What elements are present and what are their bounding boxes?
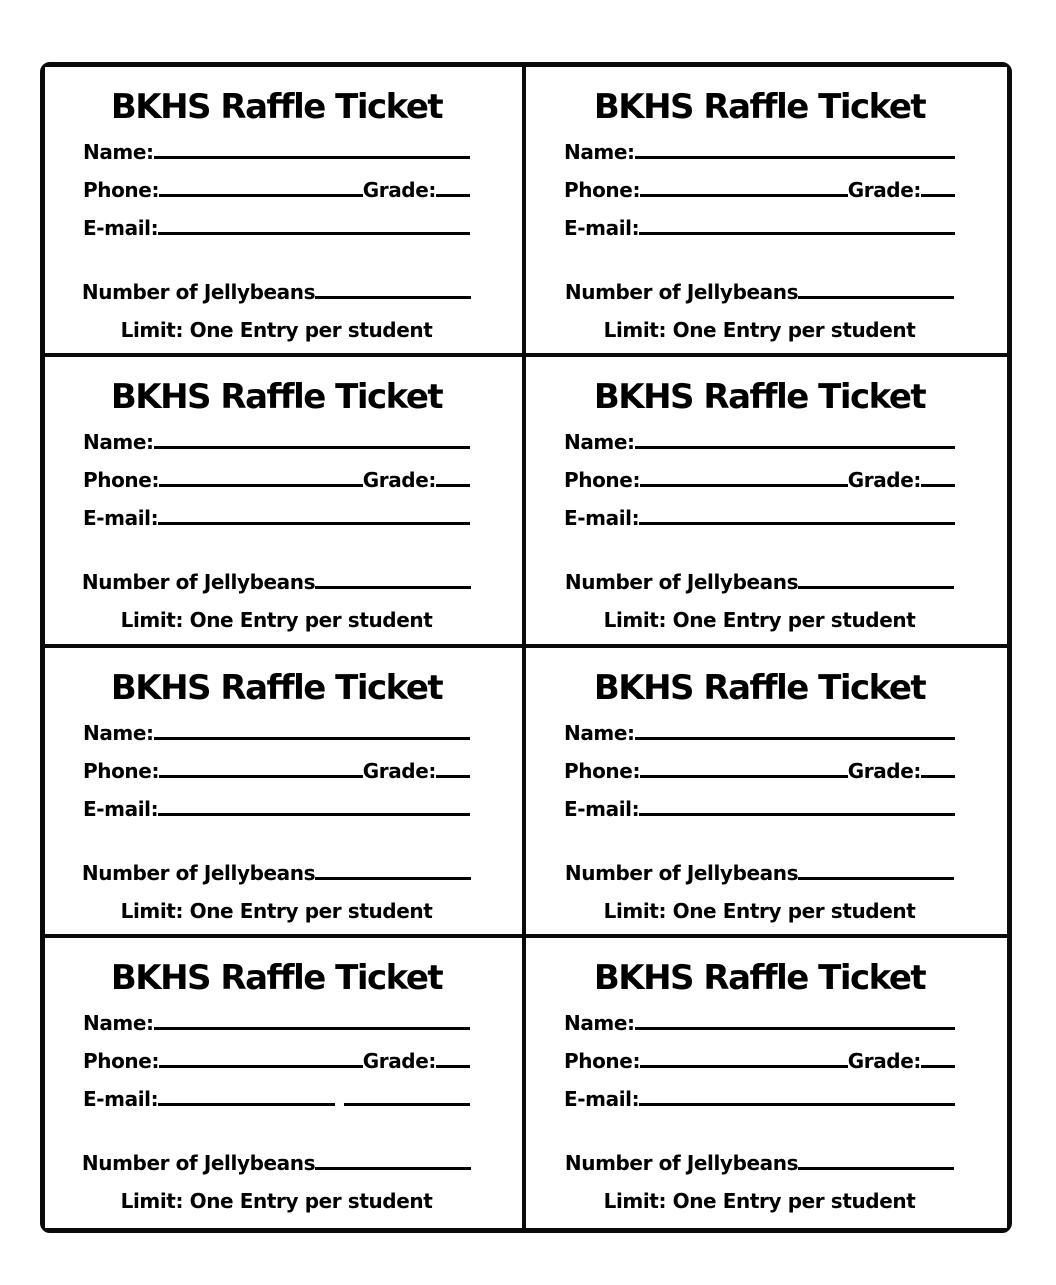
name-line — [635, 156, 955, 159]
jellybeans-row — [564, 1144, 955, 1182]
ticket-title: BKHS Raffle Ticket — [593, 377, 926, 418]
jellybeans-row — [564, 854, 955, 892]
limit-note — [564, 601, 955, 639]
grade-line — [921, 775, 955, 778]
name-label: Name: — [564, 720, 635, 745]
name-label: Name: — [564, 140, 635, 164]
raffle-ticket — [526, 938, 1007, 1228]
phone-line — [159, 194, 363, 197]
limit-note — [83, 1182, 470, 1220]
phone-line — [159, 775, 363, 778]
grade-line — [921, 1065, 955, 1068]
jellybeans-label: Number of Jellybeans — [81, 280, 316, 304]
name-label: Name: — [564, 1010, 635, 1035]
name-row — [83, 133, 470, 171]
jellybeans-label: Number of Jellybeans — [564, 280, 799, 304]
phone-row — [564, 752, 955, 790]
phone-row — [83, 461, 470, 499]
jellybeans-line — [315, 877, 471, 880]
phone-label: Phone: — [83, 1048, 160, 1073]
jellybeans-row — [83, 1144, 470, 1182]
phone-label: Phone: — [564, 758, 641, 783]
limit-note — [564, 311, 955, 349]
grade-label: Grade: — [362, 1048, 436, 1073]
phone-label: Phone: — [83, 758, 160, 783]
grade-label: Grade: — [847, 178, 921, 202]
email-row — [83, 790, 470, 828]
grade-label: Grade: — [847, 468, 921, 493]
limit-text: Limit: One Entry per student — [603, 318, 916, 342]
name-line — [635, 1027, 955, 1030]
email-label: E-mail: — [564, 796, 640, 821]
raffle-ticket-sheet — [40, 62, 1012, 1233]
phone-line — [159, 1065, 363, 1068]
ticket-title: BKHS Raffle Ticket — [593, 667, 926, 708]
email-row — [83, 209, 470, 247]
email-line — [158, 1103, 335, 1106]
jellybeans-label: Number of Jellybeans — [564, 570, 799, 595]
name-line — [154, 446, 470, 449]
phone-row — [564, 1042, 955, 1080]
name-row — [564, 714, 955, 752]
raffle-ticket — [45, 938, 526, 1228]
limit-note — [83, 601, 470, 639]
grade-line — [436, 775, 470, 778]
limit-note — [83, 892, 470, 930]
name-row — [564, 423, 955, 461]
raffle-ticket — [45, 357, 526, 647]
name-label: Name: — [83, 430, 154, 455]
jellybeans-row — [564, 273, 955, 311]
phone-label: Phone: — [83, 468, 160, 493]
email-label: E-mail: — [564, 216, 640, 240]
name-label: Name: — [564, 430, 635, 455]
limit-text: Limit: One Entry per student — [120, 318, 433, 342]
email-label: E-mail: — [83, 506, 159, 531]
phone-line — [640, 775, 848, 778]
grade-line — [436, 484, 470, 487]
name-line — [154, 737, 470, 740]
ticket-title: BKHS Raffle Ticket — [593, 957, 926, 998]
email-row — [83, 1080, 470, 1118]
email-line — [639, 813, 955, 816]
jellybeans-line — [798, 296, 954, 299]
email-label: E-mail: — [564, 506, 640, 531]
email-row — [564, 209, 955, 247]
name-label: Name: — [83, 1010, 154, 1035]
ticket-title: BKHS Raffle Ticket — [593, 87, 926, 127]
phone-row — [564, 461, 955, 499]
phone-line — [640, 194, 848, 197]
email-line — [158, 522, 470, 525]
jellybeans-label: Number of Jellybeans — [564, 1150, 799, 1175]
grade-label: Grade: — [847, 1048, 921, 1073]
name-row — [564, 1004, 955, 1042]
grade-label: Grade: — [362, 468, 436, 493]
email-label: E-mail: — [564, 1086, 640, 1111]
jellybeans-label: Number of Jellybeans — [81, 860, 316, 885]
ticket-title: BKHS Raffle Ticket — [110, 377, 443, 418]
ticket-title: BKHS Raffle Ticket — [110, 667, 443, 708]
jellybeans-row — [83, 273, 470, 311]
ticket-title: BKHS Raffle Ticket — [110, 957, 443, 998]
phone-label: Phone: — [564, 1048, 641, 1073]
jellybeans-label: Number of Jellybeans — [81, 570, 316, 595]
email-row — [564, 790, 955, 828]
email-line — [158, 232, 470, 235]
jellybeans-line — [315, 586, 471, 589]
jellybeans-label: Number of Jellybeans — [564, 860, 799, 885]
name-line — [635, 737, 955, 740]
phone-label: Phone: — [564, 468, 641, 493]
phone-line — [640, 1065, 848, 1068]
raffle-ticket — [526, 67, 1007, 357]
limit-text: Limit: One Entry per student — [603, 898, 916, 923]
grade-line — [921, 194, 955, 197]
email-line — [639, 1103, 955, 1106]
phone-row — [83, 171, 470, 209]
email-label: E-mail: — [83, 796, 159, 821]
phone-row — [83, 1042, 470, 1080]
email-line — [344, 1103, 470, 1106]
grade-label: Grade: — [362, 758, 436, 783]
jellybeans-row — [83, 854, 470, 892]
jellybeans-line — [798, 877, 954, 880]
limit-note — [83, 311, 470, 349]
limit-text: Limit: One Entry per student — [120, 898, 433, 923]
grade-line — [436, 194, 470, 197]
raffle-ticket — [45, 67, 526, 357]
jellybeans-line — [315, 1167, 471, 1170]
jellybeans-row — [564, 563, 955, 601]
name-row — [83, 1004, 470, 1042]
name-label: Name: — [83, 140, 154, 164]
name-row — [83, 423, 470, 461]
email-line — [158, 813, 470, 816]
grade-label: Grade: — [847, 758, 921, 783]
jellybeans-line — [798, 586, 954, 589]
limit-note — [564, 1182, 955, 1220]
grade-label: Grade: — [362, 178, 436, 202]
name-line — [635, 446, 955, 449]
email-row — [83, 499, 470, 537]
email-label: E-mail: — [83, 216, 159, 240]
limit-text: Limit: One Entry per student — [603, 608, 916, 633]
grade-line — [436, 1065, 470, 1068]
raffle-ticket — [526, 648, 1007, 938]
phone-line — [640, 484, 848, 487]
jellybeans-line — [798, 1167, 954, 1170]
limit-text: Limit: One Entry per student — [120, 1188, 433, 1213]
raffle-ticket — [526, 357, 1007, 647]
email-row — [564, 499, 955, 537]
phone-label: Phone: — [564, 178, 641, 202]
name-line — [154, 1027, 470, 1030]
email-line — [639, 232, 955, 235]
email-row — [564, 1080, 955, 1118]
email-line — [639, 522, 955, 525]
limit-text: Limit: One Entry per student — [120, 608, 433, 633]
ticket-title: BKHS Raffle Ticket — [110, 87, 443, 127]
limit-text: Limit: One Entry per student — [603, 1188, 916, 1213]
name-label: Name: — [83, 720, 154, 745]
name-line — [154, 156, 470, 159]
jellybeans-row — [83, 563, 470, 601]
phone-row — [83, 752, 470, 790]
grade-line — [921, 484, 955, 487]
jellybeans-line — [315, 296, 471, 299]
phone-label: Phone: — [83, 178, 160, 202]
email-label: E-mail: — [83, 1086, 159, 1111]
name-row — [564, 133, 955, 171]
phone-line — [159, 484, 363, 487]
phone-row — [564, 171, 955, 209]
name-row — [83, 714, 470, 752]
raffle-ticket — [45, 648, 526, 938]
jellybeans-label: Number of Jellybeans — [81, 1150, 316, 1175]
limit-note — [564, 892, 955, 930]
